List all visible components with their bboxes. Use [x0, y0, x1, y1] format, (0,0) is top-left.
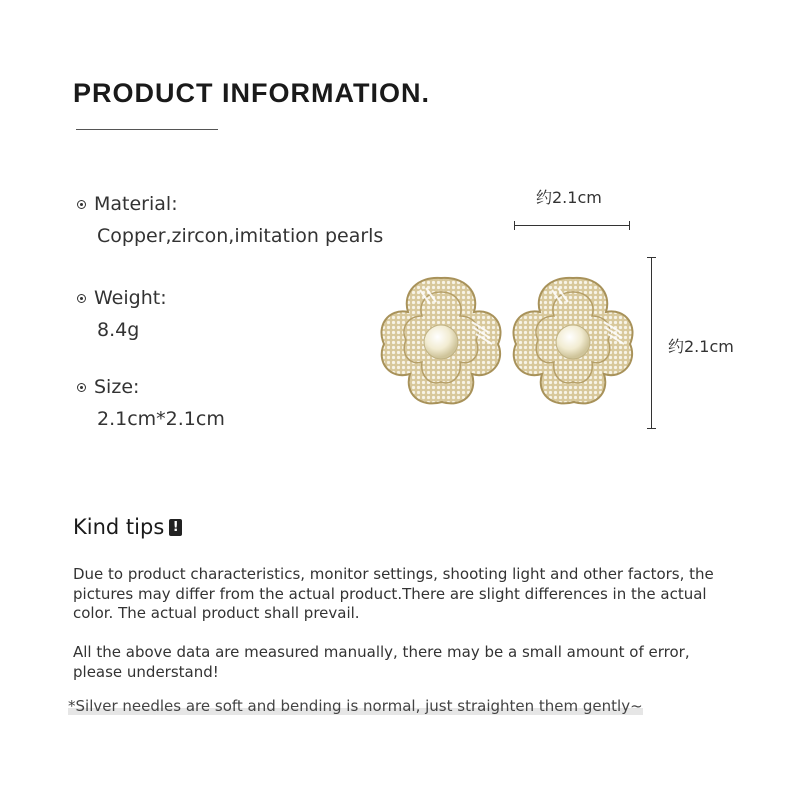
page-title: PRODUCT INFORMATION.: [73, 78, 430, 108]
spec-label: Size:: [94, 376, 140, 398]
width-dimension-label: 约2.1cm: [536, 188, 602, 207]
spec-value: 2.1cm*2.1cm: [97, 408, 225, 430]
radio-bullet-icon: [77, 200, 86, 209]
spec-value: 8.4g: [97, 319, 140, 341]
earring-image-left: [376, 270, 506, 410]
height-dimension-label: 约2.1cm: [668, 337, 734, 356]
kind-tips-heading: [73, 515, 182, 539]
tips-paragraph-measurement: All the above data are measured manually, there may be a small amount of error, please understand!: [73, 643, 690, 681]
earring-image-right: [508, 270, 638, 410]
kind-tips-label: Kind tips: [73, 515, 165, 539]
title-underline: [76, 129, 218, 130]
height-dimension-line: [651, 257, 652, 429]
spec-label: Material:: [94, 193, 178, 215]
silver-needle-note: [68, 697, 643, 715]
note-text: *Silver needles are soft and bending is normal, just straighten them gently~: [68, 697, 643, 715]
spec-weight: [77, 287, 167, 341]
tips-paragraph-disclaimer: Due to product characteristics, monitor settings, shooting light and other factors, the pictures may differ from the actual product.There are slight differences in the actual color. The actual product shall prevail.: [73, 565, 714, 622]
radio-bullet-icon: [77, 383, 86, 392]
radio-bullet-icon: [77, 294, 86, 303]
width-dimension-line: [514, 225, 630, 226]
spec-label: Weight:: [94, 287, 167, 309]
spec-material: [77, 193, 383, 247]
spec-size: [77, 376, 225, 430]
spec-value: Copper,zircon,imitation pearls: [97, 225, 384, 247]
exclamation-icon: !: [169, 519, 182, 536]
